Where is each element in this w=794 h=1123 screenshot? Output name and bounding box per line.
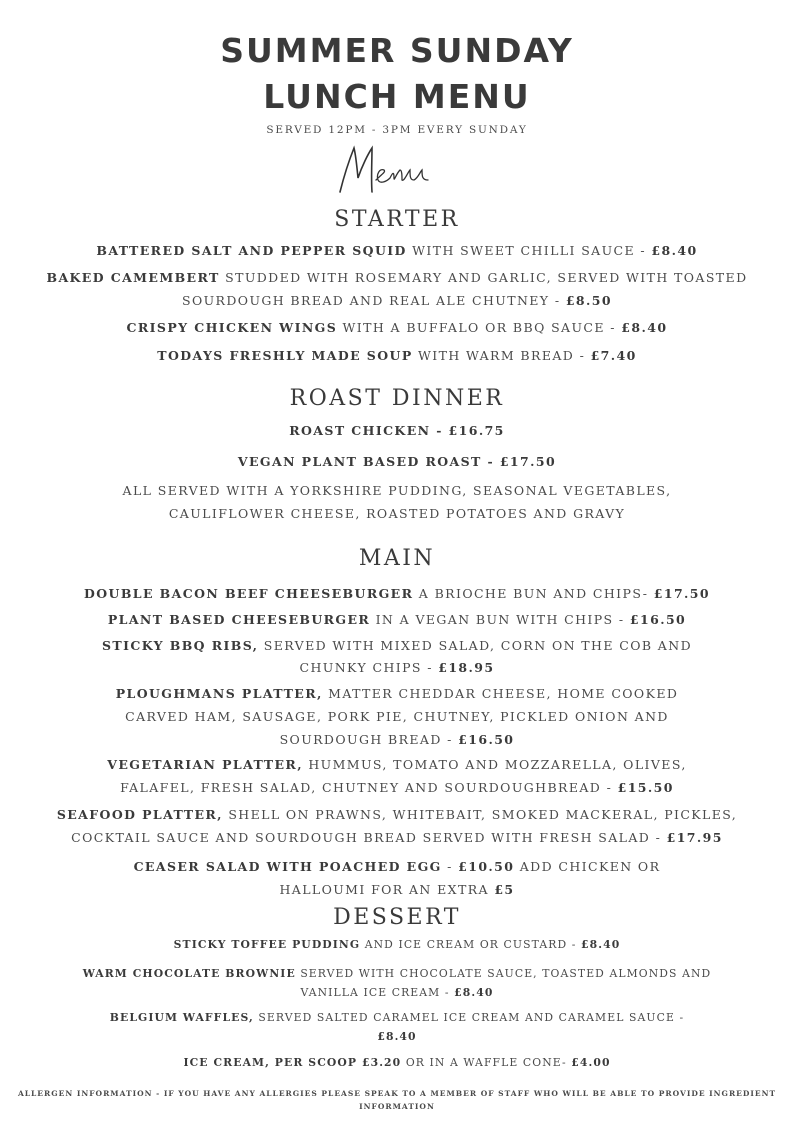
item-name: CEASER SALAD WITH POACHED EGG <box>133 859 442 874</box>
item-name: PLOUGHMANS PLATTER, <box>115 686 323 701</box>
item-price: £17.50 <box>653 586 710 601</box>
item-price: £8.40 <box>621 320 668 335</box>
main-item <box>0 759 794 772</box>
dessert-item-cont <box>0 988 794 999</box>
item-desc: CHUNKY CHIPS - <box>299 660 439 675</box>
item-name: CRISPY CHICKEN WINGS <box>126 320 338 335</box>
item-desc: FALAFEL, FRESH SALAD, CHUTNEY AND SOURDOUGHBREAD - <box>120 780 618 795</box>
item-name: STICKY TOFFEE PUDDING <box>173 938 361 951</box>
item-desc: SERVED SALTED CARAMEL ICE CREAM AND CARAMEL SAUCE - <box>253 1011 685 1024</box>
item-desc: A BRIOCHE BUN AND CHIPS- <box>413 586 654 601</box>
menu-title-line1: SUMMER SUNDAY <box>220 31 574 70</box>
dessert-item <box>0 969 794 980</box>
main-item-cont <box>0 832 794 845</box>
item-desc: STUDDED WITH ROSEMARY AND GARLIC, SERVED WITH TOASTED <box>219 270 748 285</box>
item-price: £8.50 <box>565 293 612 308</box>
item-desc: WITH A BUFFALO OR BBQ SAUCE - <box>337 320 622 335</box>
item-desc: SERVED WITH MIXED SALAD, CORN ON THE COB AND <box>258 638 692 653</box>
item-desc: IN A VEGAN BUN WITH CHIPS - <box>370 612 630 627</box>
main-item-cont <box>0 662 794 675</box>
menu-title-line2: LUNCH MENU <box>263 77 531 116</box>
item-price: £8.40 <box>377 1030 417 1043</box>
dessert-heading: DESSERT <box>333 905 461 930</box>
item-name: ROAST CHICKEN - £16.75 <box>289 423 505 438</box>
item-desc: HUMMUS, TOMATO AND MOZZARELLA, OLIVES, <box>302 757 687 772</box>
starter-item <box>0 245 794 258</box>
item-name: STICKY BBQ RIBS, <box>102 638 259 653</box>
item-name: ICE CREAM, PER SCOOP £3.20 <box>183 1056 402 1069</box>
item-desc: SOURDOUGH BREAD AND REAL ALE CHUTNEY - <box>182 293 566 308</box>
item-name: BATTERED SALT AND PEPPER SQUID <box>96 243 407 258</box>
main-item-cont <box>0 734 794 747</box>
dessert-item <box>0 940 794 951</box>
main-item <box>0 588 794 601</box>
item-name: BAKED CAMEMBERT <box>46 270 220 285</box>
main-item <box>0 809 794 822</box>
roast-item <box>0 456 794 469</box>
item-desc: OR IN A WAFFLE CONE- <box>401 1056 572 1069</box>
item-desc: WITH WARM BREAD - <box>412 348 591 363</box>
main-item <box>0 614 794 627</box>
item-desc: - <box>441 859 459 874</box>
item-name: BELGIUM WAFFLES, <box>109 1011 254 1024</box>
item-desc: ADD CHICKEN OR <box>514 859 661 874</box>
item-desc: SERVED WITH CHOCOLATE SAUCE, TOASTED ALMONDS AND <box>295 967 712 980</box>
item-desc: WITH SWEET CHILLI SAUCE - <box>406 243 652 258</box>
item-desc: AND ICE CREAM OR CUSTARD - <box>360 938 582 951</box>
roast-note: CAULIFLOWER CHEESE, ROASTED POTATOES AND GRAVY <box>168 506 626 521</box>
item-price: £7.40 <box>590 348 637 363</box>
main-item-cont <box>0 711 794 724</box>
roast-note: ALL SERVED WITH A YORKSHIRE PUDDING, SEASONAL VEGETABLES, <box>122 483 672 498</box>
item-name: VEGETARIAN PLATTER, <box>107 757 303 772</box>
item-price: £16.50 <box>458 732 515 747</box>
dessert-item <box>0 1058 794 1069</box>
starter-item <box>0 272 794 285</box>
item-price: £8.40 <box>651 243 698 258</box>
main-heading: MAIN <box>358 546 436 571</box>
roast-heading: ROAST DINNER <box>289 386 505 411</box>
item-price: £10.50 <box>458 859 515 874</box>
item-price: £8.40 <box>454 986 494 999</box>
item-name: WARM CHOCOLATE BROWNIE <box>82 967 296 980</box>
item-name: VEGAN PLANT BASED ROAST - £17.50 <box>237 454 557 469</box>
starter-heading: STARTER <box>334 207 460 232</box>
starter-item <box>0 322 794 335</box>
item-desc: MATTER CHEDDAR CHEESE, HOME COOKED <box>322 686 679 701</box>
item-price: £17.95 <box>666 830 723 845</box>
item-desc: HALLOUMI FOR AN EXTRA <box>279 882 495 897</box>
item-price: £4.00 <box>571 1056 611 1069</box>
item-desc: VANILLA ICE CREAM - <box>300 986 455 999</box>
starter-item <box>0 350 794 363</box>
allergen-info: ALLERGEN INFORMATION - IF YOU HAVE ANY ALLERGIES PLEASE SPEAK TO A MEMBER OF STAFF WHO WILL BE ABLE TO PROVIDE INGREDIENT <box>17 1089 777 1098</box>
main-item <box>0 861 794 874</box>
item-name: SEAFOOD PLATTER, <box>56 807 223 822</box>
main-item <box>0 640 794 653</box>
item-name: TODAYS FRESHLY MADE SOUP <box>157 348 413 363</box>
item-price: £15.50 <box>617 780 674 795</box>
item-name: DOUBLE BACON BEEF CHEESEBURGER <box>84 586 414 601</box>
item-desc: COCKTAIL SAUCE AND SOURDOUGH BREAD SERVED WITH FRESH SALAD - <box>71 830 667 845</box>
item-price: £16.50 <box>629 612 687 627</box>
serving-times: SERVED 12PM - 3PM EVERY SUNDAY <box>266 124 528 136</box>
main-item-cont <box>0 884 794 897</box>
menu-script-logo <box>330 140 450 202</box>
item-price: £18.95 <box>438 660 495 675</box>
item-desc: SOURDOUGH BREAD - <box>279 732 459 747</box>
item-desc: CARVED HAM, SAUSAGE, PORK PIE, CHUTNEY, PICKLED ONION AND <box>125 709 669 724</box>
dessert-item-cont <box>0 1032 794 1043</box>
item-price: £5 <box>494 882 515 897</box>
item-price: £8.40 <box>581 938 621 951</box>
starter-item-cont <box>0 295 794 308</box>
item-desc: SHELL ON PRAWNS, WHITEBAIT, SMOKED MACKERAL, PICKLES, <box>222 807 738 822</box>
dessert-item <box>0 1013 794 1024</box>
item-name: PLANT BASED CHEESEBURGER <box>107 612 371 627</box>
main-item <box>0 688 794 701</box>
roast-item <box>0 425 794 438</box>
allergen-info-cont: INFORMATION <box>359 1102 435 1111</box>
main-item-cont <box>0 782 794 795</box>
